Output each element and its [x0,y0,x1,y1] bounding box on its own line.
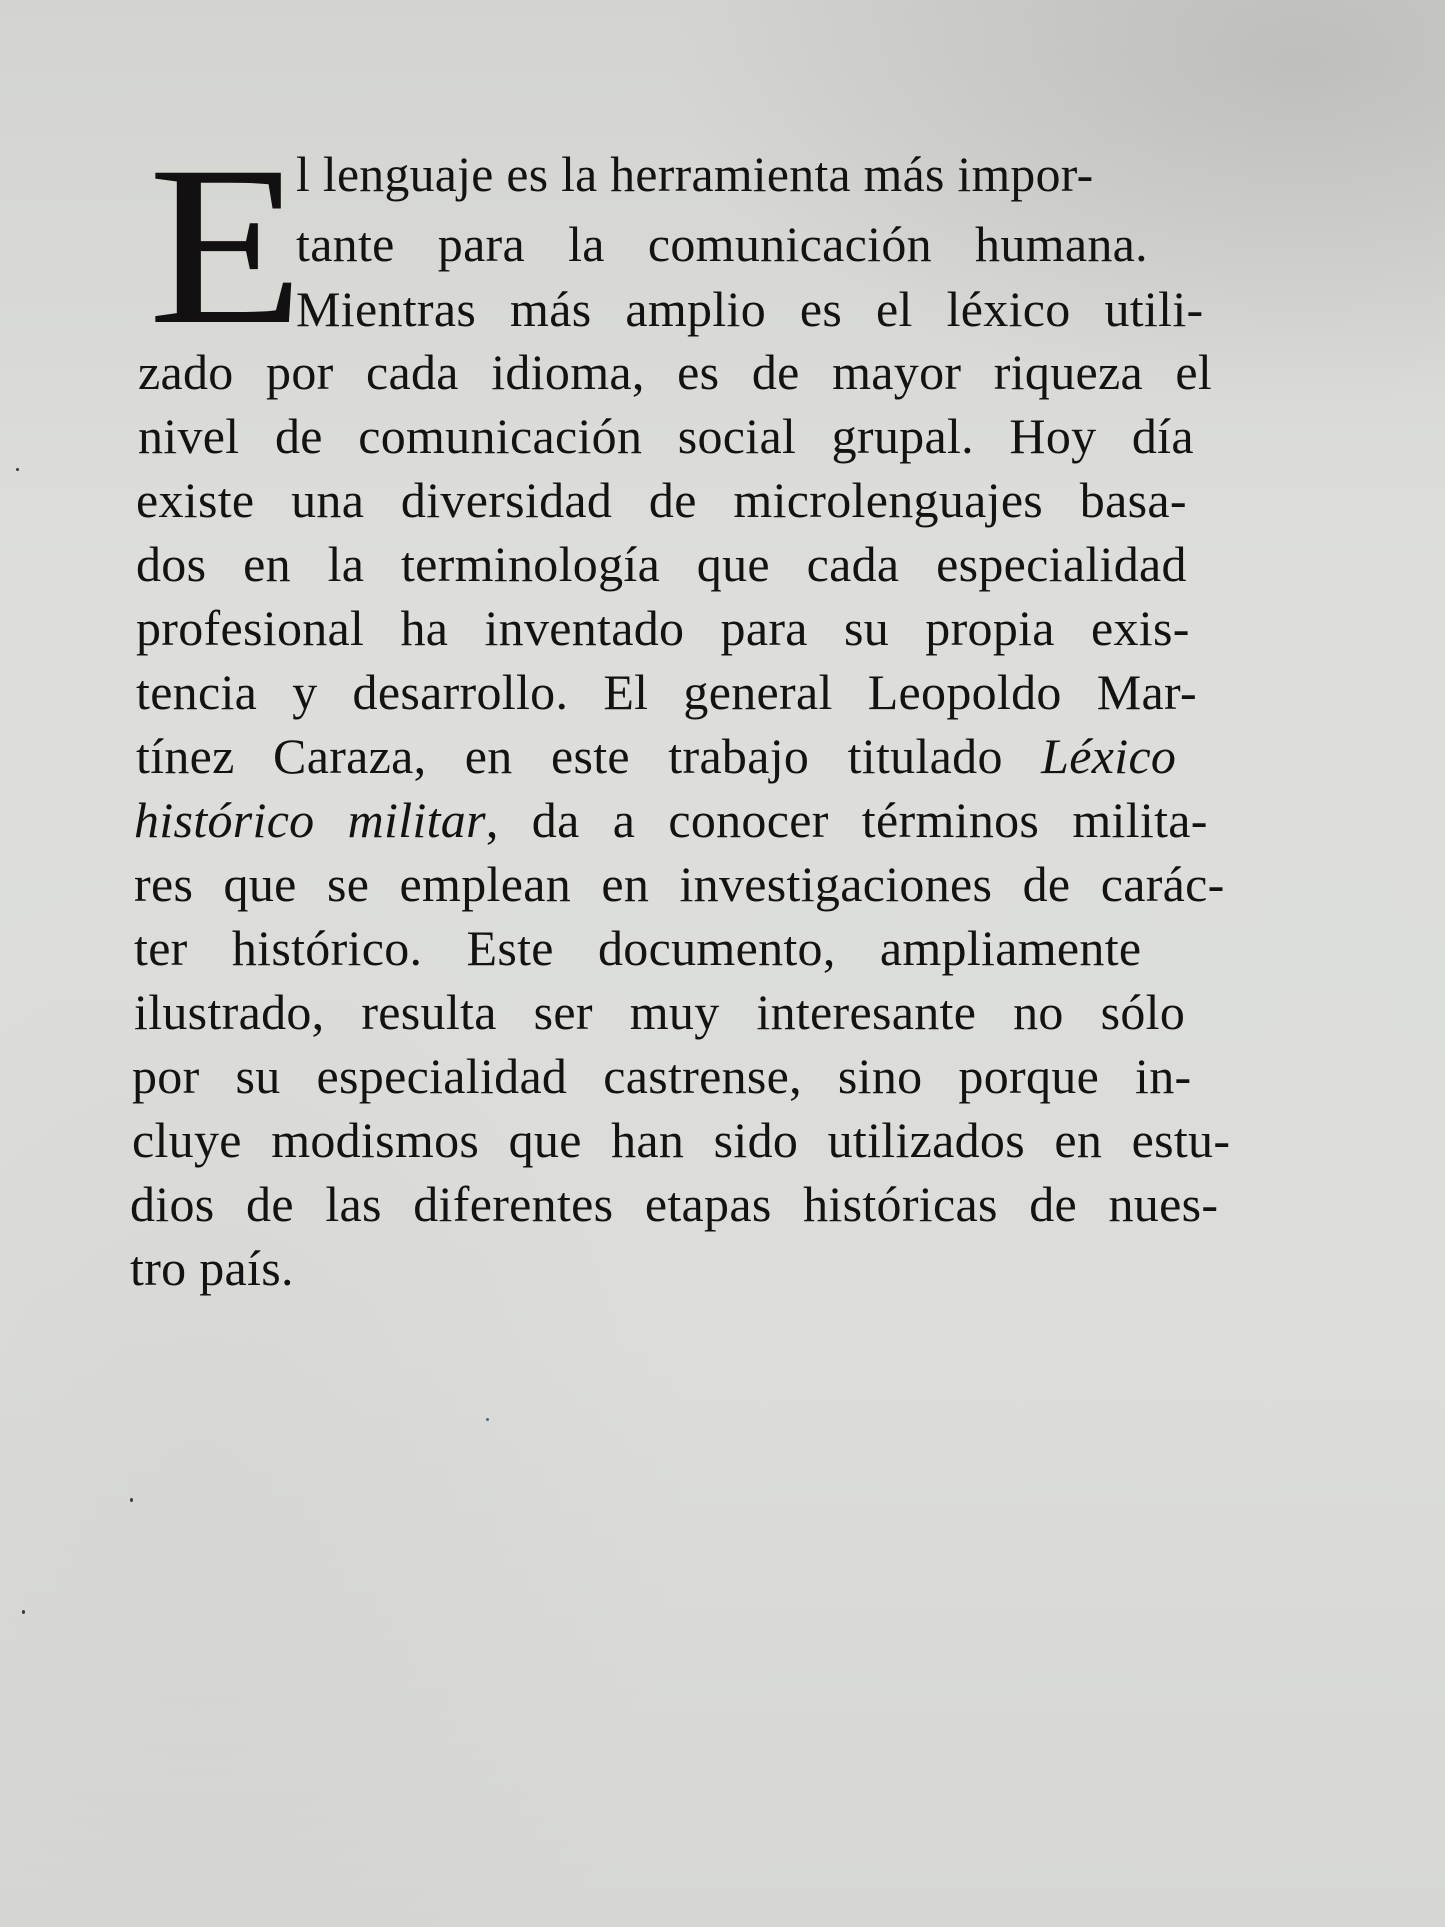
paper-speck [130,1498,133,1502]
text-line-2 [296,216,1148,272]
book-title-italic: histórico militar [134,792,486,848]
text-line-12 [134,856,1225,912]
text-line-14 [134,984,1185,1040]
drop-cap-letter: E [148,120,304,372]
text-line-3 [296,281,1203,337]
text-line-7 [136,536,1187,592]
text-segment: existe una diversidad de microlenguajes basa- [136,472,1187,528]
text-segment: por su especialidad castrense, sino porque in- [132,1048,1192,1104]
text-segment: zado por cada idioma, es de mayor riqueza el [138,344,1213,400]
text-line-15 [132,1048,1191,1104]
text-segment: tínez Caraza, en este trabajo titulado [136,728,1042,784]
paper-speck [486,1418,489,1421]
text-segment: ter histórico. Este documento, ampliamente [134,920,1142,976]
text-segment: profesional ha inventado para su propia exis- [136,600,1190,656]
text-segment: Mientras más amplio es el léxico utili- [296,281,1204,337]
text-segment: l lenguaje es la herramienta más impor- [296,146,1094,202]
text-line-5 [138,408,1194,464]
text-segment: nivel de comunicación social grupal. Hoy día [138,408,1194,464]
text-line-11 [134,792,1208,848]
text-line-17 [130,1176,1218,1232]
text-segment: tro país. [130,1240,294,1296]
text-segment: tante para la comunicación humana. [296,216,1148,272]
paper-speck [16,468,19,471]
text-line-13 [134,920,1141,976]
text-line-1 [296,146,1330,202]
text-segment: , da a conocer términos milita- [485,792,1208,848]
text-line-10 [136,728,1176,784]
book-title-italic: Léxico [1041,728,1177,784]
text-line-18 [130,1240,294,1296]
text-line-8 [136,600,1190,656]
text-segment: ilustrado, resulta ser muy interesante no sólo [134,984,1186,1040]
text-line-6 [136,472,1187,528]
text-line-4 [138,344,1212,400]
paper-speck [22,1610,25,1614]
text-segment: dos en la terminología que cada especialidad [136,536,1187,592]
text-segment: cluye modismos que han sido utilizados en estu- [132,1112,1231,1168]
text-segment: tencia y desarrollo. El general Leopoldo Mar- [136,664,1197,720]
text-segment: dios de las diferentes etapas históricas de nues- [130,1176,1219,1232]
text-line-16 [132,1112,1230,1168]
text-line-9 [136,664,1197,720]
text-segment: res que se emplean en investigaciones de carác- [134,856,1225,912]
